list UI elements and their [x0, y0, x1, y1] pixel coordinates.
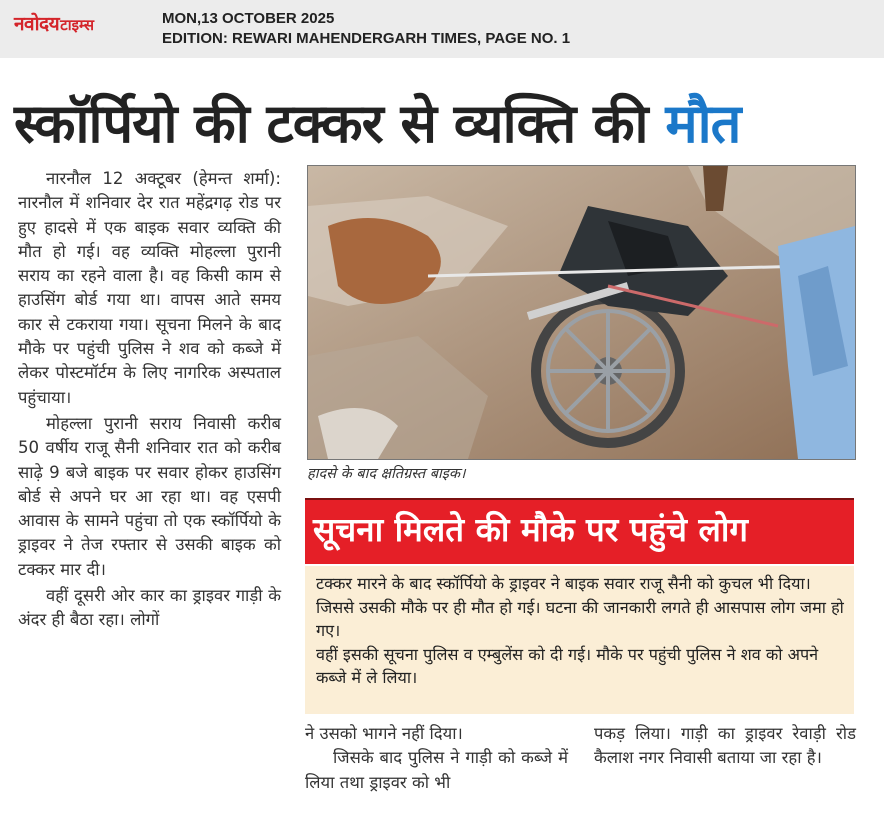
article-paragraph: ने उसको भागने नहीं दिया। — [305, 724, 463, 743]
edition-name: EDITION: REWARI MAHENDERGARH TIMES, PAGE NO. 1 — [162, 30, 571, 47]
subheading-banner: सूचना मिलते की मौके पर पहुंचे लोग — [305, 498, 854, 564]
logo-main-text: नवोदय — [14, 13, 60, 35]
damaged-bike-image — [308, 166, 855, 459]
article-column-1 — [18, 167, 281, 633]
headline-main: स्कॉर्पियो की टक्कर से व्यक्ति की — [14, 92, 648, 155]
edition-info — [162, 9, 570, 49]
newspaper-logo[interactable] — [14, 10, 94, 36]
highlight-paragraph: टक्कर मारने के बाद स्कॉर्पियो के ड्राइवर ने बाइक सवार राजू सैनी को कुचल भी दिया। जिससे उसकी मौके पर ही मौत हो गई। घटना की जानकारी लगते ही आसपास लोग जमा हो गए। — [316, 574, 844, 640]
article-paragraph: मोहल्ला पुरानी सराय निवासी करीब 50 वर्षीय राजू सैनी शनिवार रात को करीब साढ़े 9 बजे बाइक पर सवार होकर हाउसिंग बोर्ड से अपने घर आ रहा था। वह एसपी आवास के सामने पहुंचा तो एक स्कॉर्पियो के ड्राइवर ने तेज रफ्तार से उसकी बाइक को टक्कर मार दी। — [18, 413, 281, 579]
masthead-bar — [0, 0, 884, 58]
headline — [14, 84, 874, 164]
news-photo[interactable] — [307, 165, 856, 460]
highlight-paragraph: वहीं इसकी सूचना पुलिस व एम्बुलेंस को दी गई। मौके पर पहुंची पुलिस ने शव को अपने कब्जे में ले लिया। — [316, 644, 819, 687]
article-paragraph: जिसके बाद पुलिस ने गाड़ी को कब्जे में लिया तथा ड्राइवर को भी — [305, 748, 568, 792]
logo-sub-text: टाइम्स — [60, 16, 94, 34]
issue-date: MON,13 OCTOBER 2025 — [162, 10, 335, 27]
article-paragraph: नारनौल 12 अक्टूबर (हेमन्त शर्मा): नारनौल में शनिवार देर रात महेंद्रगढ़ रोड पर हुए हादसे में एक बाइक सवार व्यक्ति की मौत हो गई। वह व्यक्ति मोहल्ला पुरानी सराय का रहने वाला है। वह किसी काम से हाउसिंग बोर्ड गया था। वापस आते समय कार से टकराया गया। सूचना मिलने के बाद मौके पर पहुंची पुलिस ने शव को कब्जे में लेकर पोस्टमॉर्टम के लिए नागरिक अस्पताल पहुंचाया। — [18, 169, 281, 407]
headline-accent-word: मौत — [665, 92, 741, 155]
photo-caption: हादसे के बाद क्षतिग्रस्त बाइक। — [307, 466, 466, 482]
article-column-3 — [594, 722, 856, 771]
article-column-2 — [305, 722, 568, 795]
highlight-box — [305, 566, 854, 714]
article-paragraph: पकड़ लिया। गाड़ी का ड्राइवर रेवाड़ी रोड कैलाश नगर निवासी बताया जा रहा है। — [594, 724, 856, 768]
article-paragraph: वहीं दूसरी ओर कार का ड्राइवर गाड़ी के अंदर ही बैठा रहा। लोगों — [18, 586, 281, 630]
